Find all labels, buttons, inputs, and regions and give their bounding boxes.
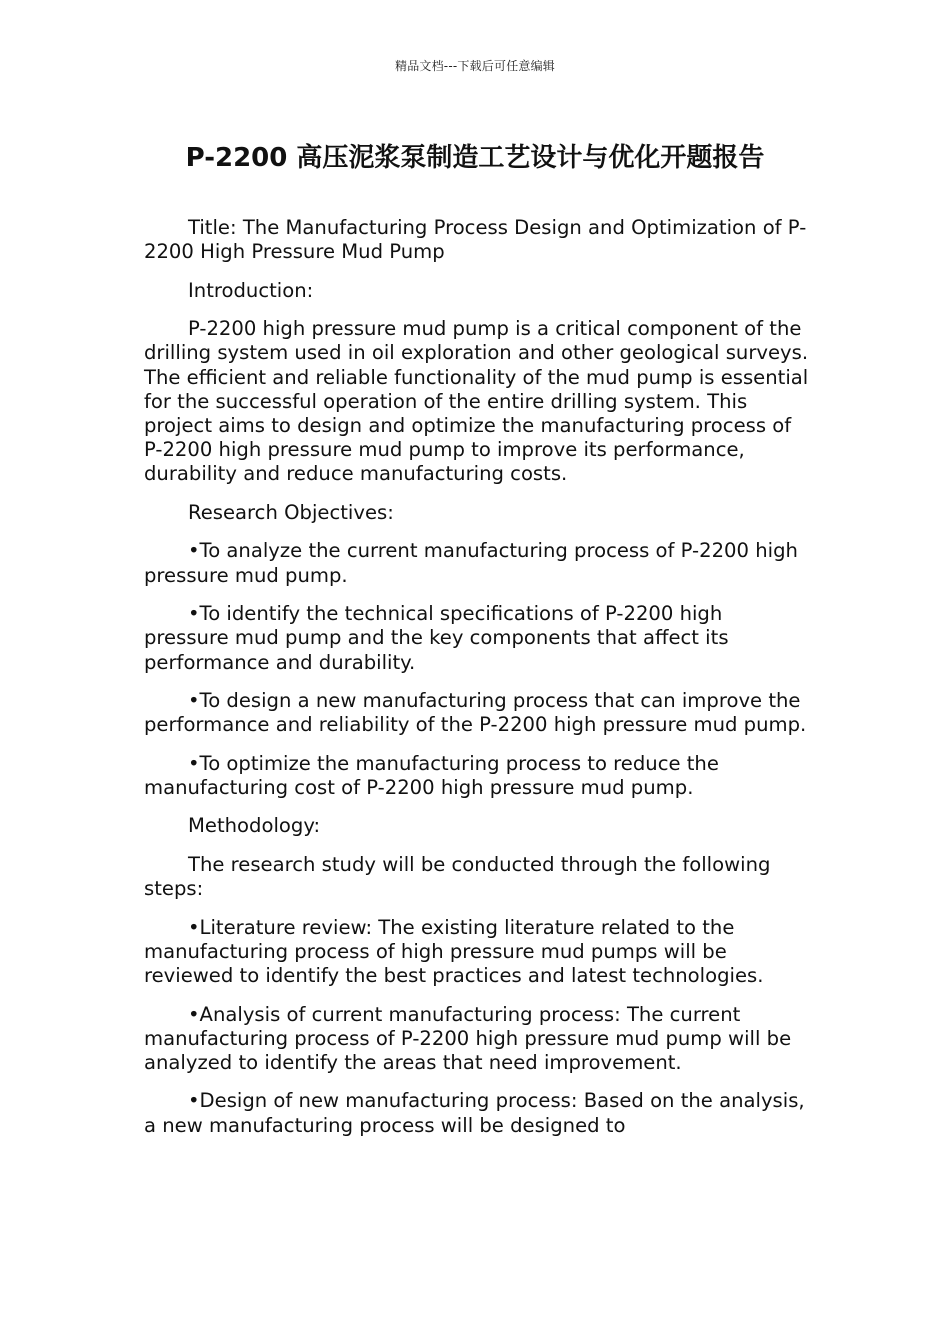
objective-item: •To identify the technical specifications of P-2200 high pressure mud pump and the key components that affect its performance and durability. bbox=[144, 602, 729, 674]
document-body bbox=[144, 216, 812, 1152]
section-heading-introduction: Introduction: bbox=[188, 278, 314, 302]
methodology-step-item: •Analysis of current manufacturing process: The current manufacturing process of P-2200 high pressure mud pump will be analyzed to identify the areas that need improvement. bbox=[144, 1002, 792, 1074]
introduction-paragraph: P-2200 high pressure mud pump is a critical component of the drilling system used in oil exploration and other geological surveys. The efficient and reliable functionality of the mud pump is essential for the successful operation of the entire drilling system. This project aims to design and optimize the manufacturing process of P-2200 high pressure mud pump to improve its performance, durability and reduce manufacturing costs. bbox=[144, 317, 809, 486]
methodology-step-item: •Design of new manufacturing process: Based on the analysis, a new manufacturing process will be designed to bbox=[144, 1089, 805, 1137]
methodology-step-item: •Literature review: The existing literature related to the manufacturing process of high pressure mud pumps will be reviewed to identify the best practices and latest technologies. bbox=[144, 915, 764, 988]
document-title: P-2200 高压泥浆泵制造工艺设计与优化开题报告 bbox=[185, 143, 765, 173]
objective-item: •To optimize the manufacturing process to reduce the manufacturing cost of P-2200 high pressure mud pump. bbox=[144, 751, 719, 799]
title-paragraph: Title: The Manufacturing Process Design and Optimization of P-2200 High Pressure Mud Pump bbox=[144, 216, 807, 264]
page-header: 精品文档---下载后可任意编辑 bbox=[395, 59, 555, 73]
objective-item: •To analyze the current manufacturing process of P-2200 high pressure mud pump. bbox=[144, 539, 798, 587]
section-heading-research-objectives: Research Objectives: bbox=[188, 500, 394, 524]
methodology-intro-paragraph: The research study will be conducted through the following steps: bbox=[144, 852, 771, 901]
section-heading-methodology: Methodology: bbox=[188, 814, 321, 838]
objective-item: •To design a new manufacturing process that can improve the performance and reliability of the P-2200 high pressure mud pump. bbox=[144, 689, 807, 737]
